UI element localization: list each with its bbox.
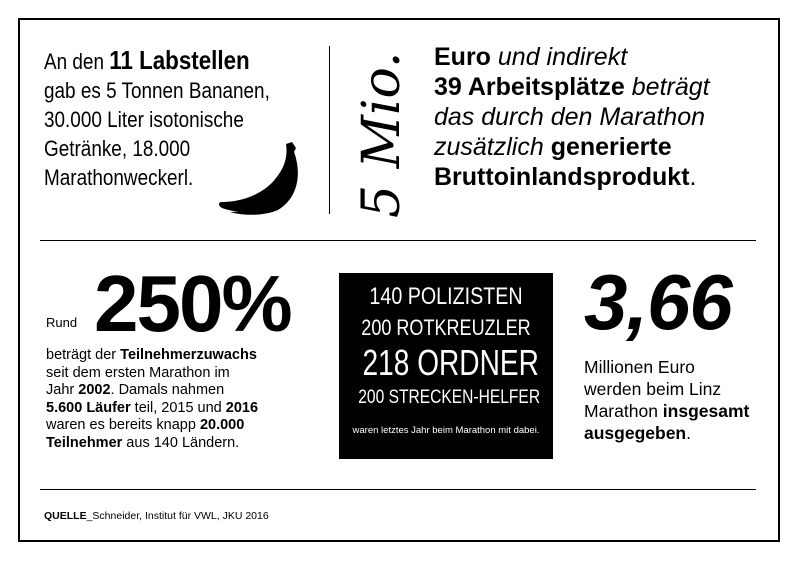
source-label: QUELLE <box>44 510 87 522</box>
growth-t3: Jahr <box>46 382 79 398</box>
helpers-caption: waren letztes Jahr beim Marathon mit dabei. <box>352 425 540 436</box>
growth-text <box>46 347 326 452</box>
spending-l2: werden beim Linz <box>584 379 722 399</box>
horizontal-divider-top <box>40 240 756 241</box>
growth-t2: seit dem ersten Marathon im <box>46 364 230 381</box>
spending-text <box>584 356 774 444</box>
labstellen-line5: Marathonweckerl. <box>44 165 194 190</box>
labstellen-prefix: An den <box>44 49 104 74</box>
gdp-euro: Euro <box>434 43 491 71</box>
gdp-jobs: 39 Arbeitsplätze <box>434 73 625 101</box>
horizontal-divider-bottom <box>40 489 756 490</box>
growth-t6: aus 140 Ländern. <box>122 434 240 451</box>
gdp-line1: und indirekt <box>490 43 628 71</box>
growth-t4-bold2: 2016 <box>225 399 259 416</box>
growth-t1-bold: Teilnehmerzuwachs <box>120 347 257 363</box>
gdp-line3: das durch den Marathon <box>434 103 706 131</box>
labstellen-line4: Getränke, 18.000 <box>44 136 191 161</box>
growth-percent: 250% <box>94 259 291 348</box>
banana-icon <box>216 140 306 216</box>
rund-label: Rund <box>46 315 78 330</box>
five-million-label: 5 Mio. <box>352 51 412 218</box>
source-text: _Schneider, Institut für VWL, JKU 2016 <box>86 510 269 522</box>
growth-t1: beträgt der <box>46 347 121 363</box>
helpers-route: 200 STRECKEN-HELFER <box>358 387 541 408</box>
growth-t3-end: . Damals nahmen <box>110 382 225 398</box>
helpers-stewards: 218 ORDNER <box>362 342 539 383</box>
growth-t4: teil, 2015 und <box>130 399 226 416</box>
gdp-line4: zusätzlich <box>434 133 544 161</box>
growth-t4-bold: 5.600 Läufer <box>46 399 131 416</box>
growth-t6-bold: Teilnehmer <box>46 434 123 451</box>
helpers-police: 140 POLIZISTEN <box>369 283 523 310</box>
helpers-box <box>339 273 553 459</box>
gdp-line2: beträgt <box>624 73 710 101</box>
gdp-text <box>434 42 774 192</box>
growth-t3-bold: 2002 <box>78 382 111 398</box>
vertical-divider <box>329 46 330 214</box>
gdp-generated: generierte <box>543 133 672 161</box>
labstellen-line3: 30.000 Liter isotonische <box>44 107 244 132</box>
spending-number: 3,66 <box>584 258 732 346</box>
labstellen-line2: gab es 5 Tonnen Bananen, <box>44 78 270 103</box>
spending-l3: Marathon <box>584 401 663 421</box>
spending-l3-bold: insgesamt <box>662 401 750 421</box>
gdp-period: . <box>689 163 697 191</box>
gdp-term: Bruttoinlandsprodukt <box>434 163 690 191</box>
spending-l4-end: . <box>686 423 691 443</box>
spending-l1: Millionen Euro <box>584 357 695 377</box>
spending-l4-bold: ausgegeben <box>584 423 687 443</box>
labstellen-count: 11 Labstellen <box>109 45 250 75</box>
growth-t5: waren es bereits knapp <box>46 417 200 433</box>
growth-t5-bold: 20.000 <box>199 417 245 433</box>
helpers-redcross: 200 ROTKREUZLER <box>361 315 531 340</box>
source-note <box>44 510 269 522</box>
